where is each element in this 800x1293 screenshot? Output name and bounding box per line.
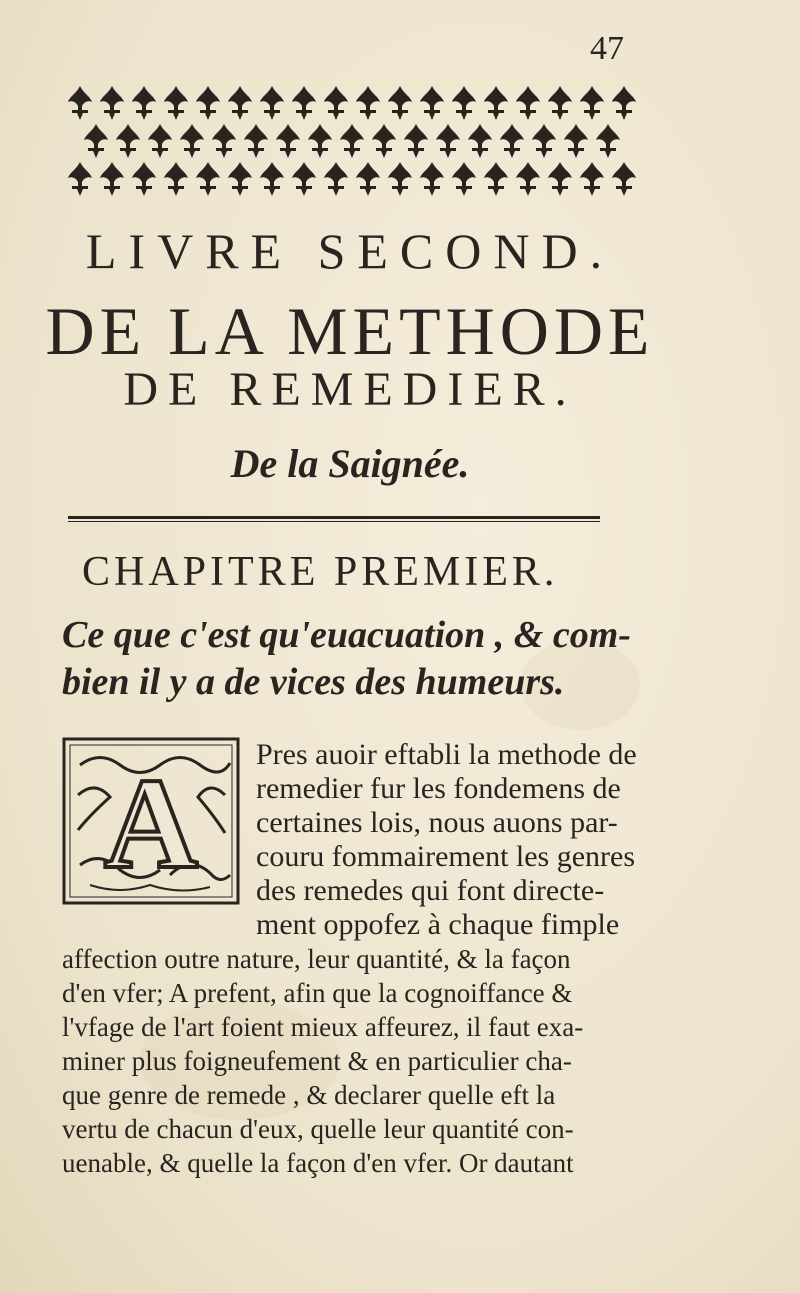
section-subtitle: DE REMEDIER. [123,363,577,416]
paragraph-line: couru fommairement les genres [256,840,636,873]
paragraph-line: miner plus foigneufement & en particulier cha- [62,1046,572,1076]
paragraph-line: certaines lois, nous auons par- [256,806,618,839]
chapter-title-line: bien il y a de vices des humeurs. [62,661,565,703]
paragraph-line: uenable, & quelle la façon d'en vfer. Or dautant [62,1148,574,1178]
paragraph-line: affection outre nature, leur quantité, & la façon [62,944,571,974]
section-title: DE LA METHODE [45,293,655,369]
paragraph-line: l'vfage de l'art foient mieux affeurez, il faut exa- [62,1012,584,1042]
chapter-title [62,612,642,706]
paragraph-line: vertu de chacun d'eux, quelle leur quantité con- [62,1114,574,1144]
paragraph-line: des remedes qui font directe- [256,874,605,907]
divider-rule [68,516,600,522]
chapter-title-line: Ce que c'est qu'euacuation , & com- [62,614,631,656]
paragraph-line: que genre de remede , & declarer quelle eft la [62,1080,556,1110]
page-number: 47 [590,30,624,67]
paragraph-line: d'en vfer; A prefent, afin que la cognoiffance & [62,978,573,1008]
initial-letter: A [104,752,198,896]
paragraph-line: remedier fur les fondemens de [256,772,621,805]
fleuron-ornament-band [62,78,642,198]
paragraph-line: ment oppofez à chaque fimple [256,908,620,941]
decorated-initial [60,735,242,907]
topic-title: De la Saignée. [230,441,470,486]
paragraph-line: Pres auoir eftabli la methode de [256,738,637,771]
book-title: LIVRE SECOND. [85,223,615,279]
chapter-heading: CHAPITRE PREMIER. [82,549,559,595]
